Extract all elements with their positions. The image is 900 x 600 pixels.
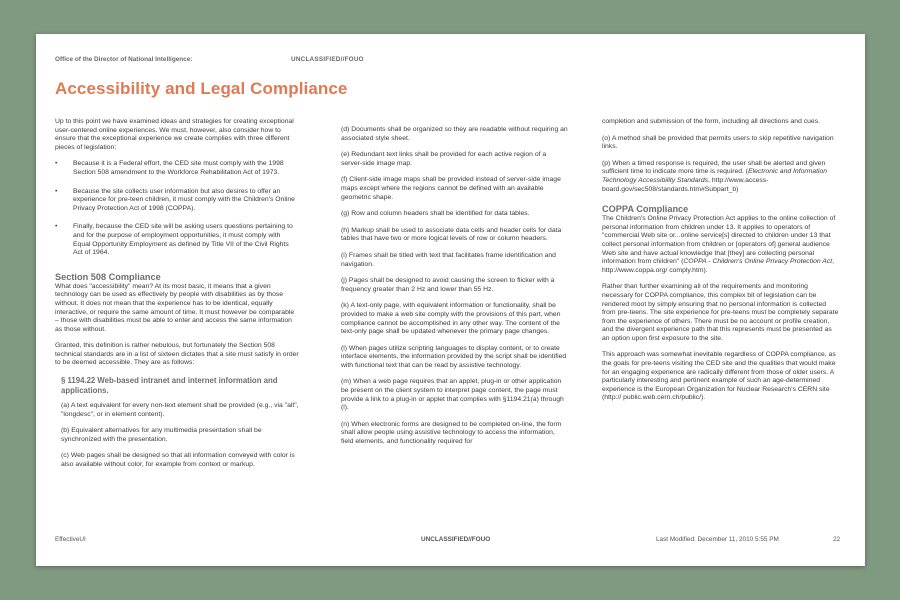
page-number: 22 xyxy=(833,536,841,543)
citation-title: COPPA - Children's Online Privacy Protection Act xyxy=(683,258,833,266)
standard-item: (i) Frames shall be titled with text that facilitates frame identification and navigation. xyxy=(341,251,556,268)
standard-item: (k) A text-only page, with equivalent information or functionality, shall be provided to make a web site comply with the provisions of this part, when compliance cannot be accomplished in any other way. The content of the text-only page shall be updated whenever the primary page changes. xyxy=(341,302,561,336)
coppa-paragraph: This approach was somewhat inevitable regardless of COPPA compliance, as the goals for pre-teens visiting the CED site and the qualities that would make for an engaging experience are radically different from those of older users. A particularly interesting and pertinent example of such an age-determined experience is the European Organization for Nuclear Research's CERN site (http:// public.web.cern.ch/public/). xyxy=(602,351,836,402)
standard-item: (a) A text equivalent for every non-text element shall be provided (e.g., via "alt", "longdesc", or in element content). xyxy=(61,402,299,418)
standard-item: (h) Markup shall be used to associate data cells and header cells for data tables that have two or more logical levels of row or column headers. xyxy=(341,226,562,243)
standard-item: (f) Client-side image maps shall be provided instead of server-side image maps except where the regions cannot be defined with an available geometric shape. xyxy=(341,176,561,201)
list-item-text: Finally, because the CED site will be asking users questions pertaining to and for the purpose of employment opportunities, it must comply with Equal Opportunity Employment as defined by Title VII of the Civil Rights Act of 1964. xyxy=(73,223,293,257)
standard-item: (l) When pages utilize scripting languages to display content, or to create interface elements, the information provided by the script shall be identified with functional text that can be read by assistive technology. xyxy=(341,344,567,369)
standard-item-continuation: completion and submission of the form, including all directions and cues. xyxy=(602,118,820,125)
standard-item: (g) Row and column headers shall be identified for data tables. xyxy=(341,210,530,218)
standard-item: (e) Redundant text links shall be provided for each active region of a server-side image map. xyxy=(341,151,547,167)
bullet-icon: • xyxy=(55,187,58,195)
standard-item: (p) When a timed response is required, the user shall be alerted and given sufficient time to indicate more time is required. (Electronic and Information Technology Accessibility Standards, http://www.access-board.gov/sec508/standards.htm#Subpart_b) xyxy=(602,159,828,193)
intro-paragraph: Up to this point we have examined ideas and strategies for creating exceptional user-centered online experiences. We must, however, also consider how to ensure that the exceptional experience we create complies with three different pieces of legislation: xyxy=(55,118,294,151)
citation-title: Electronic and Information Technology Accessibility Standards xyxy=(602,168,828,184)
document-page xyxy=(36,34,865,566)
footer-company: EffectiveUI xyxy=(55,536,86,543)
citation-url: , http://www.access-board.gov/sec508/standards.htm#Subpart_b) xyxy=(602,176,769,193)
footer-last-modified: Last Modified: December 11, 2010 5:55 PM xyxy=(656,536,779,543)
coppa-paragraph-text: The Children's Online Privacy Protection Act applies to the online collection of personal information from children under 13. It applies to operators of "commercial Web site or...online service[s] directed to children under 13 that collect personal information from children or [operators of] general audience Web site and have actual knowledge that [they] are collecting personal information from children" xyxy=(602,215,836,266)
coppa-paragraph: The Children's Online Privacy Protection Act applies to the online collection of personal information from children under 13. It applies to operators of "commercial Web site or...online service[s] directed to children under 13 that collect personal information from children or [operators of] general audience Web site and have actual knowledge that [they] are collecting personal information from children" (COPPA - Children's Online Privacy Protection Act, http://www.coppa.org/ comply.htm). xyxy=(602,215,836,274)
list-item xyxy=(55,188,299,214)
standard-item: (b) Equivalent alternatives for any multimedia presentation shall be synchronized with the presentation. xyxy=(61,427,262,443)
page-title: Accessibility and Legal Compliance xyxy=(55,79,348,98)
section-508-paragraph: What does "accessibility" mean? At its most basic, it means that a given technology can be used as effectively by people with disabilities as by those without. It does not mean that the experience has to be identical, equally interactive, or require the same amount of time. It must however be comparable – those with disabilities must be able to enter and access the same information as those without. xyxy=(55,282,295,333)
legislation-list xyxy=(55,160,299,257)
column-3 xyxy=(602,118,840,411)
coppa-paragraph: Rather than further examining all of the requirements and monitoring necessary for COPPA compliance, this complex bit of legislation can be rendered moot by simply ensuring that no personal information is collected from pre-teens. The site experience for pre-teens must be completely separate from the experience of others. There must be no account or profile creation, and the divergent experience path that this represents must be presented as an option upon first exposure to the site. xyxy=(602,283,839,342)
list-item-text: Because the site collects user information but also desires to offer an experience for pre-teen children, it must comply with the Children's Online Privacy Protection Act of 1998 (COPPA). xyxy=(73,187,295,212)
standard-item: (j) Pages shall be designed to avoid causing the screen to flicker with a frequency greater than 2 Hz and lower than 55 Hz. xyxy=(341,277,555,293)
standard-item-text: (p) When a timed response is required, the user shall be alerted and given sufficient time to indicate more time is required. xyxy=(602,159,826,176)
bullet-icon: • xyxy=(55,160,58,168)
header-classification: UNCLASSIFIED//FOUO xyxy=(291,56,364,63)
coppa-heading: COPPA Compliance xyxy=(602,204,689,215)
standard-item: (n) When electronic forms are designed to be completed on-line, the form shall allow people using assistive technology to access the information, field elements, and functionality required for xyxy=(341,420,562,446)
footer-classification: UNCLASSIFIED//FOUO xyxy=(421,536,491,543)
list-item-text: Because it is a Federal effort, the CED site must comply with the 1998 Section 508 amendment to the Workforce Rehabilitation Act of 1973. xyxy=(73,160,284,176)
column-2 xyxy=(341,126,569,455)
section-508-paragraph: Granted, this definition is rather nebulous, but fortunately the Section 508 technical standards are in a list of sixteen dictates that a site must satisfy in order to be deemed accessible. They are as follows: xyxy=(55,342,299,367)
bullet-icon: • xyxy=(55,223,58,231)
subsection-heading: § 1194.22 Web-based intranet and internet information and applications. xyxy=(61,376,278,396)
standard-item: (c) Web pages shall be designed so that all information conveyed with color is also available without color, for example from context or markup. xyxy=(61,452,295,469)
standard-item: (o) A method shall be provided that permits users to skip repetitive navigation links. xyxy=(602,134,834,151)
standard-item: (d) Documents shall be organized so they are readable without requiring an associated style sheet. xyxy=(341,126,568,142)
list-item xyxy=(55,160,299,177)
list-item xyxy=(55,223,299,257)
section-508-heading: Section 508 Compliance xyxy=(55,271,161,282)
header-org: Office of the Director of National Intelligence: xyxy=(55,56,193,63)
citation-url: , http://www.coppa.org/ comply.htm). xyxy=(602,258,835,274)
column-1 xyxy=(55,118,299,478)
standard-item: (m) When a web page requires that an applet, plug-in or other application be present on the client system to interpret page content, the page must provide a link to a plug-in or applet that complies with §1194.21(a) through (l). xyxy=(341,378,564,412)
